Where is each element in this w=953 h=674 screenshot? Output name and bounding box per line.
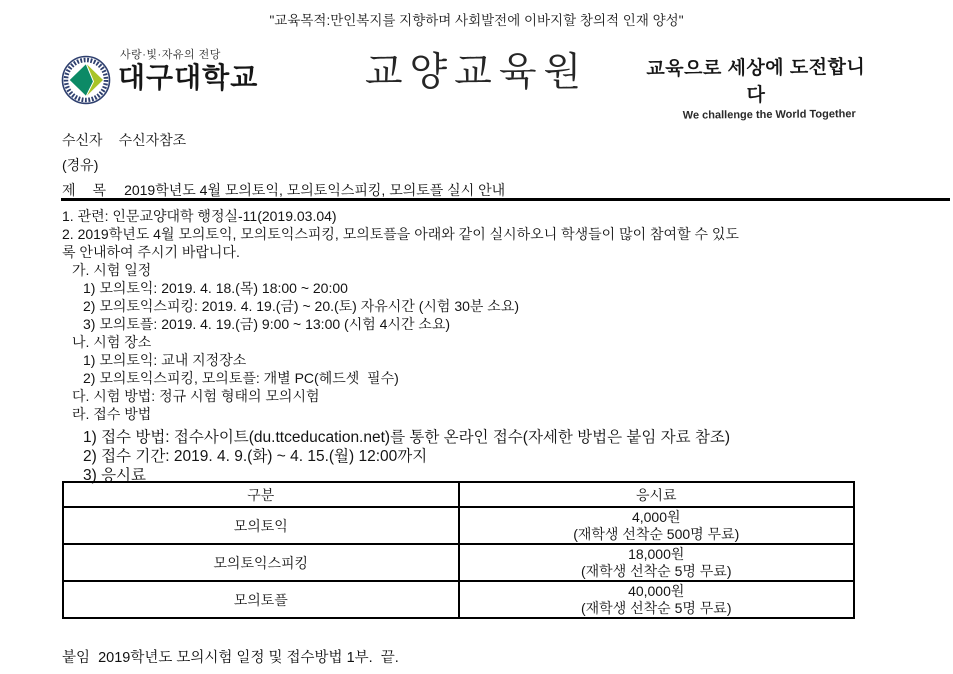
body-line: 2) 모의토익스피킹: 2019. 4. 19.(금) ~ 20.(토) 자유시간 (시험 30분 소요) [83,298,520,314]
fee-note: (재학생 선착순 5명 무료) [581,562,732,579]
fee-cell [459,507,855,544]
body-line: 2) 모의토익스피킹, 모의토플: 개별 PC(헤드셋 필수) [83,370,399,386]
fee-note: (재학생 선착순 5명 무료) [581,599,732,616]
page-title: 교양교육원 [364,51,589,94]
subject-label-left: 제 [62,182,76,198]
category-cell: 모의토플 [63,581,459,618]
body-line: 1) 접수 방법: 접수사이트(du.ttceducation.net)를 통한 온라인 접수(자세한 방법은 붙임 자료 참조) [83,429,731,446]
fee-amount: 40,000원 [628,582,685,599]
fee-table-header-row [63,482,854,507]
subject-value: 2019학년도 4월 모의토익, 모의토익스피킹, 모의토플 실시 안내 [124,182,506,198]
table-row [63,507,854,544]
fee-cell [459,544,855,581]
recipient-value: 수신자참조 [118,132,187,148]
body-line: 1) 모의토익: 2019. 4. 18.(목) 18:00 ~ 20:00 [83,280,348,296]
body-line: 2) 접수 기간: 2019. 4. 9.(화) ~ 4. 15.(월) 12:00까지 [83,448,428,465]
recipient-row [62,130,186,150]
university-tagline: 사랑·빛·자유의 전당 [120,49,221,61]
motto-text: "교육목적:만인복지를 지향하며 사회발전에 이바지할 창의적 인재 양성" [269,13,684,28]
col-header-fee: 응시료 [459,482,855,507]
table-row [63,544,854,581]
table-row [63,581,854,618]
attachment-note: 붙임 2019학년도 모의시험 일정 및 접수방법 1부. 끝. [62,650,399,666]
slogan-english: We challenge the World Together [682,108,856,122]
category-cell: 모의토익 [63,507,459,544]
body-line: 록 안내하여 주시기 바랍니다. [62,244,240,260]
body-line: 3) 응시료 [83,467,147,484]
body-line: 다. 시험 방법: 정규 시험 형태의 모의시험 [72,388,320,404]
col-header-category: 구분 [63,482,459,507]
university-name: 대구대학교 [118,62,259,93]
fee-cell [459,581,855,618]
body-line: 1. 관련: 인문교양대학 행정실-11(2019.03.04) [62,208,337,224]
body-line: 나. 시험 장소 [72,334,152,350]
body-line: 3) 모의토플: 2019. 4. 19.(금) 9:00 ~ 13:00 (시험 4시간 소요) [83,316,451,332]
fee-table [62,481,855,619]
body-line: 2. 2019학년도 4월 모의토익, 모의토익스피킹, 모의토플을 아래와 같이 실시하오니 학생들이 많이 참여할 수 있도 [62,226,739,242]
document-body [62,207,922,485]
slogan [646,52,867,122]
subject-label-right: 목 [92,182,107,198]
subject-row [62,180,505,200]
category-cell: 모의토익스피킹 [63,544,459,581]
via-label: (경유) [62,157,99,173]
body-line: 라. 접수 방법 [72,406,152,422]
fee-note: (재학생 선착순 500명 무료) [573,525,740,542]
header-divider [61,198,950,201]
recipient-label: 수신자 [62,132,103,148]
body-line: 1) 모의토익: 교내 지정장소 [83,352,247,368]
slogan-korean: 교육으로 세상에 도전합니다 [646,57,866,107]
fee-amount: 4,000원 [631,508,681,525]
fee-amount: 18,000원 [628,545,685,562]
body-line: 가. 시험 일정 [72,262,152,278]
